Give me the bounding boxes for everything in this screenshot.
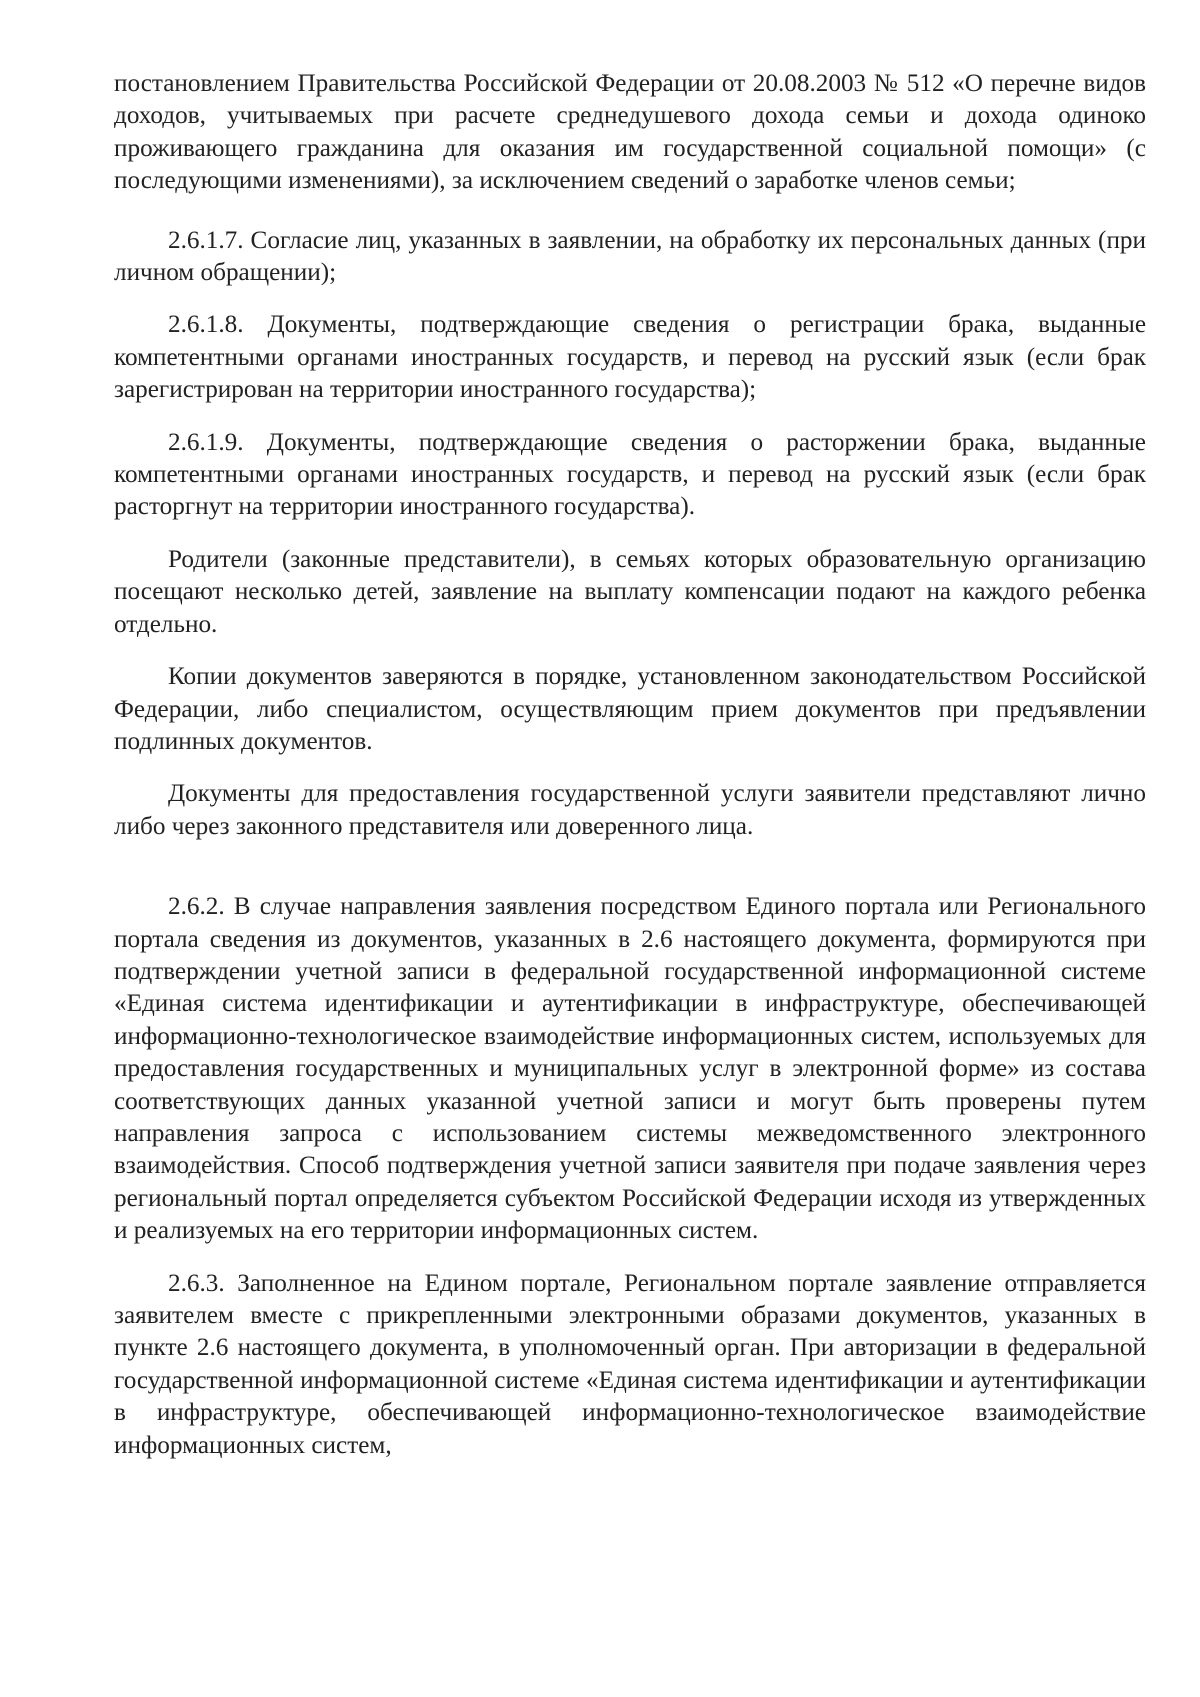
paragraph-submission: Документы для предоставления государственной услуги заявители представляют лично либо через законного представителя или доверенного лица. xyxy=(114,780,1146,840)
paragraph-2-6-1-9: 2.6.1.9. Документы, подтверждающие сведения о расторжении брака, выданные компетентными органами иностранных государств, и перевод на русский язык (если брак расторгнут на территории иностранного государства). xyxy=(114,428,1146,521)
paragraph-2-6-1-7: 2.6.1.7. Согласие лиц, указанных в заявлении, на обработку их персональных данных (при личном обращении); xyxy=(114,226,1146,287)
document-body xyxy=(114,68,1146,1462)
paragraph-2-6-3: 2.6.3. Заполненное на Едином портале, Региональном портале заявление отправляется заявителем вместе с прикрепленными электронными образами документов, указанных в пункте 2.6 настоящего документа, в уполномоченный орган. При авторизации в федеральной государственной информационной системе «Единая система идентификации и аутентификации в инфраструктуре, обеспечивающей информационно-технологическое взаимодействие информационных систем, xyxy=(114,1269,1146,1459)
paragraph-income-decree-continuation: постановлением Правительства Российской Федерации от 20.08.2003 № 512 «О перечне видов доходов, учитываемых при расчете среднедушевого дохода семьи и дохода одиноко проживающего гражданина для оказания им государственной социальной помощи» (с последующими изменениями), за исключением сведений о заработке членов семьи; xyxy=(114,70,1146,195)
paragraph-2-6-2: 2.6.2. В случае направления заявления посредством Единого портала или Регионального портала сведения из документов, указанных в 2.6 настоящего документа, формируются при подтверждении учетной записи в федеральной государственной информационной системе «Единая система идентификации и аутентификации в инфраструктуре, обеспечивающей информационно-технологическое взаимодействие информационных систем, используемых для предоставления государственных и муниципальных услуг в электронной форме» из состава соответствующих данных указанной учетной записи и могут быть проверены путем направления запроса с использованием системы межведомственного электронного взаимодействия. Способ подтверждения учетной записи заявителя при подаче заявления через региональный портал определяется субъектом Российской Федерации исходя из утвержденных и реализуемых на его территории информационных систем. xyxy=(114,893,1146,1245)
paragraph-2-6-1-8: 2.6.1.8. Документы, подтверждающие сведения о регистрации брака, выданные компетентными органами иностранных государств, и перевод на русский язык (если брак зарегистрирован на территории иностранного государства); xyxy=(114,311,1146,404)
paragraph-parents: Родители (законные представители), в семьях которых образовательную организацию посещают несколько детей, заявление на выплату компенсации подают на каждого ребенка отдельно. xyxy=(114,545,1146,638)
paragraph-copies: Копии документов заверяются в порядке, установленном законодательством Российской Федерации, либо специалистом, осуществляющим прием документов при предъявлении подлинных документов. xyxy=(114,663,1146,755)
